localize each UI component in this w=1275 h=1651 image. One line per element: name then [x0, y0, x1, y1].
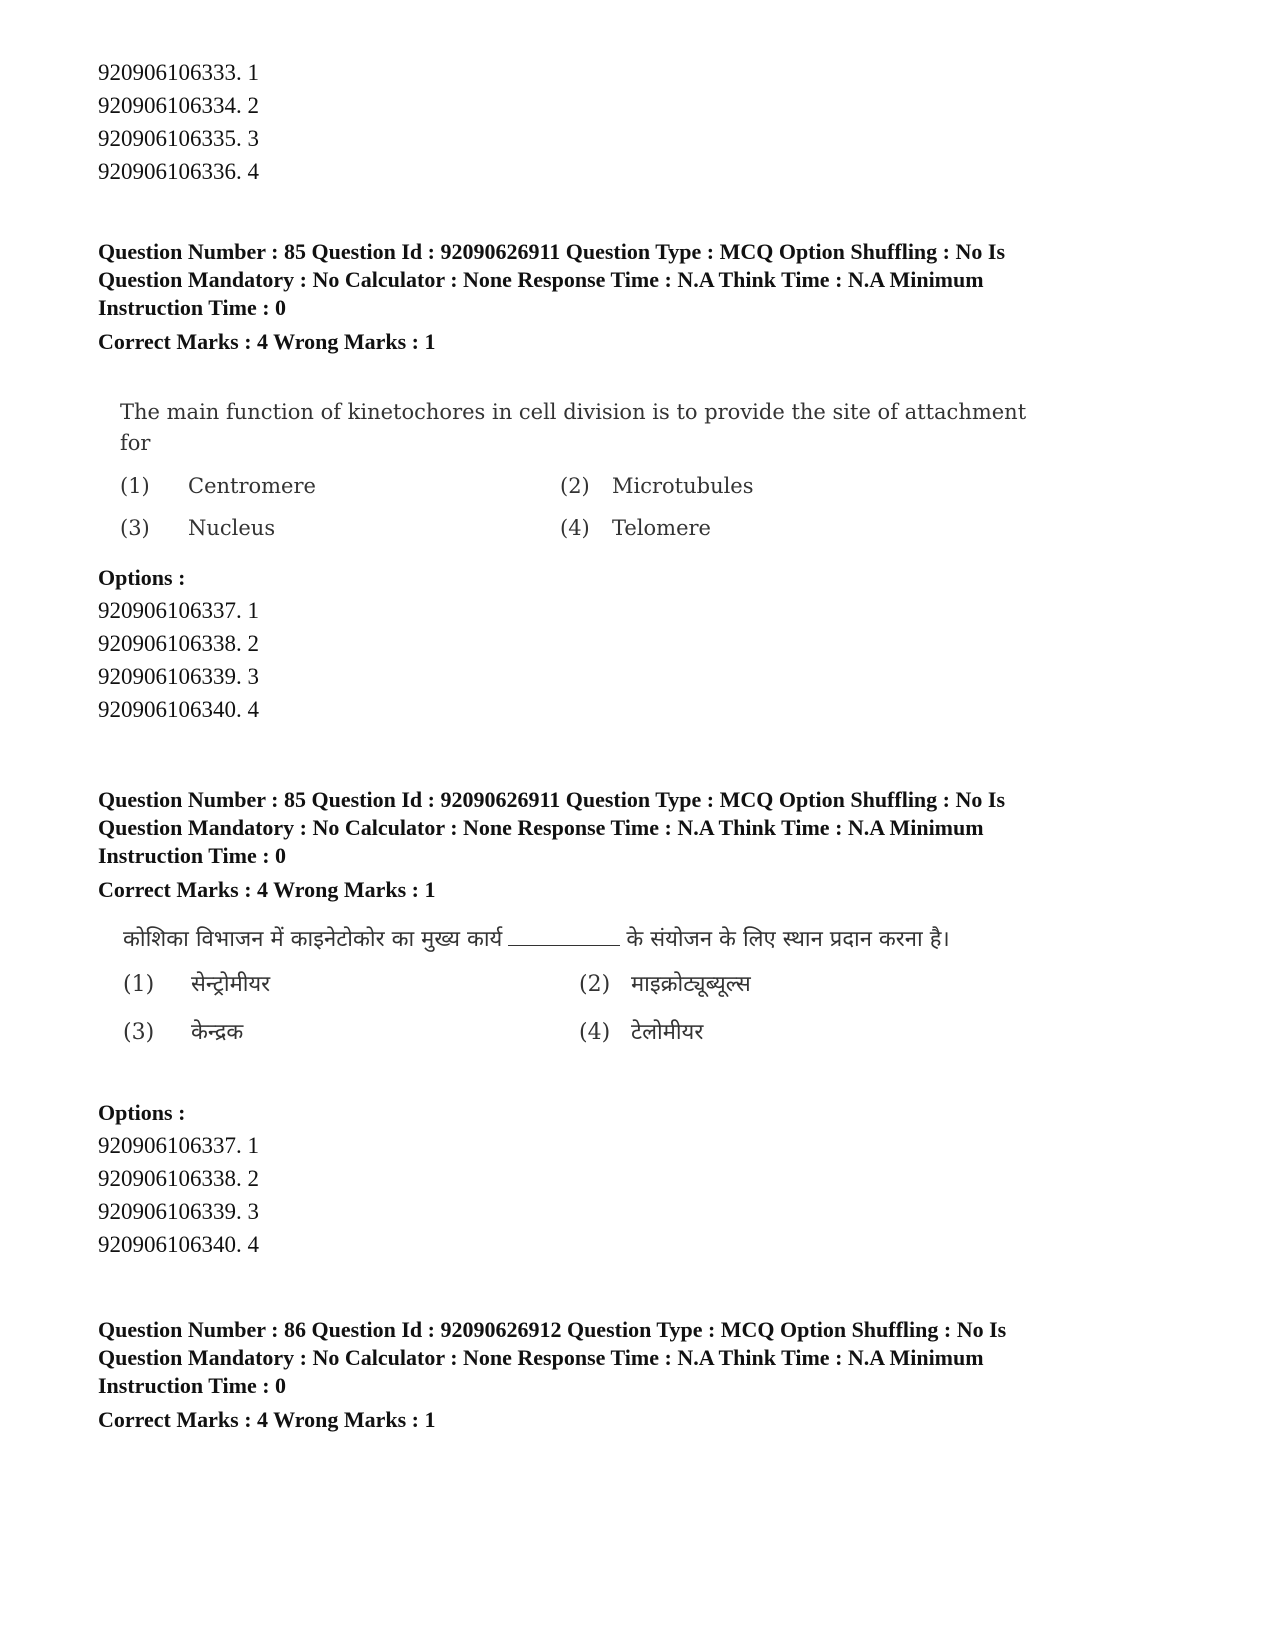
question-meta	[98, 238, 1178, 356]
choice-2	[579, 970, 751, 1000]
marks-line: Correct Marks : 4 Wrong Marks : 1	[98, 1407, 436, 1432]
option-id-line: 920906106339. 3	[98, 664, 259, 689]
option-id-line: 920906106340. 4	[98, 697, 259, 722]
options-title: Options :	[98, 1100, 186, 1125]
choice-number: (4)	[579, 1020, 611, 1045]
choice-2	[560, 471, 754, 501]
meta-line: Instruction Time : 0	[98, 295, 287, 320]
fill-in-blank	[508, 927, 620, 946]
choice-3	[123, 1018, 243, 1048]
option-id-line: 920906106336. 4	[98, 159, 259, 184]
options-title: Options :	[98, 565, 186, 590]
choice-1	[120, 471, 316, 501]
question-text	[120, 397, 1080, 459]
option-id-line: 920906106335. 3	[98, 126, 259, 151]
choice-grid	[123, 970, 1023, 1066]
choice-number: (3)	[120, 516, 150, 540]
option-id-line: 920906106333. 1	[98, 60, 259, 85]
choice-grid	[120, 471, 1020, 561]
meta-line: Instruction Time : 0	[98, 1373, 287, 1398]
question-text	[123, 924, 1023, 956]
choice-text: टेलोमीयर	[631, 1020, 704, 1045]
marks-line: Correct Marks : 4 Wrong Marks : 1	[98, 329, 436, 354]
choice-text: माइक्रोट्यूब्यूल्स	[631, 972, 751, 997]
choice-4	[579, 1018, 703, 1048]
choice-number: (2)	[560, 474, 590, 498]
question-meta	[98, 786, 1178, 904]
option-id-line: 920906106338. 2	[98, 1166, 259, 1191]
question-image-hindi	[123, 924, 1023, 1066]
meta-line: Instruction Time : 0	[98, 843, 287, 868]
meta-line: Question Mandatory : No Calculator : None Response Time : N.A Think Time : N.A Minimum	[98, 267, 984, 292]
choice-number: (4)	[560, 516, 590, 540]
meta-line: Question Number : 85 Question Id : 92090626911 Question Type : MCQ Option Shuffling : No Is	[98, 239, 1006, 264]
choice-number: (3)	[123, 1020, 155, 1045]
option-id-line: 920906106337. 1	[98, 598, 259, 623]
meta-line: Question Number : 86 Question Id : 92090626912 Question Type : MCQ Option Shuffling : No Is	[98, 1317, 1007, 1342]
option-id-line: 920906106338. 2	[98, 631, 259, 656]
options-section	[98, 562, 259, 726]
option-id-line: 920906106334. 2	[98, 93, 259, 118]
question-text-line: The main function of kinetochores in cell division is to provide the site of attachment	[120, 400, 1027, 424]
meta-line: Question Number : 85 Question Id : 92090626911 Question Type : MCQ Option Shuffling : No Is	[98, 787, 1006, 812]
choice-text: Telomere	[612, 516, 711, 540]
marks-line: Correct Marks : 4 Wrong Marks : 1	[98, 877, 436, 902]
question-meta	[98, 1316, 1178, 1434]
question-image-english	[120, 397, 1080, 561]
option-id-line: 920906106337. 1	[98, 1133, 259, 1158]
choice-4	[560, 513, 711, 543]
meta-line: Question Mandatory : No Calculator : None Response Time : N.A Think Time : N.A Minimum	[98, 815, 984, 840]
choice-number: (1)	[123, 972, 155, 997]
option-id-line: 920906106339. 3	[98, 1199, 259, 1224]
option-id-line: 920906106340. 4	[98, 1232, 259, 1257]
choice-3	[120, 513, 275, 543]
question-text-after: के संयोजन के लिए स्थान प्रदान करना है।	[626, 927, 950, 952]
question-text-line: for	[120, 431, 151, 455]
choice-text: केन्द्रक	[191, 1020, 244, 1045]
choice-text: Centromere	[188, 474, 316, 498]
question-text-before: कोशिका विभाजन में काइनेटोकोर का मुख्य कार्य	[123, 927, 503, 952]
options-section	[98, 1097, 259, 1261]
choice-text: Nucleus	[188, 516, 276, 540]
choice-number: (1)	[120, 474, 150, 498]
choice-number: (2)	[579, 972, 611, 997]
choice-text: सेन्ट्रोमीयर	[191, 972, 271, 997]
previous-options-list	[98, 56, 259, 188]
choice-text: Microtubules	[612, 474, 754, 498]
choice-1	[123, 970, 270, 1000]
meta-line: Question Mandatory : No Calculator : None Response Time : N.A Think Time : N.A Minimum	[98, 1345, 984, 1370]
